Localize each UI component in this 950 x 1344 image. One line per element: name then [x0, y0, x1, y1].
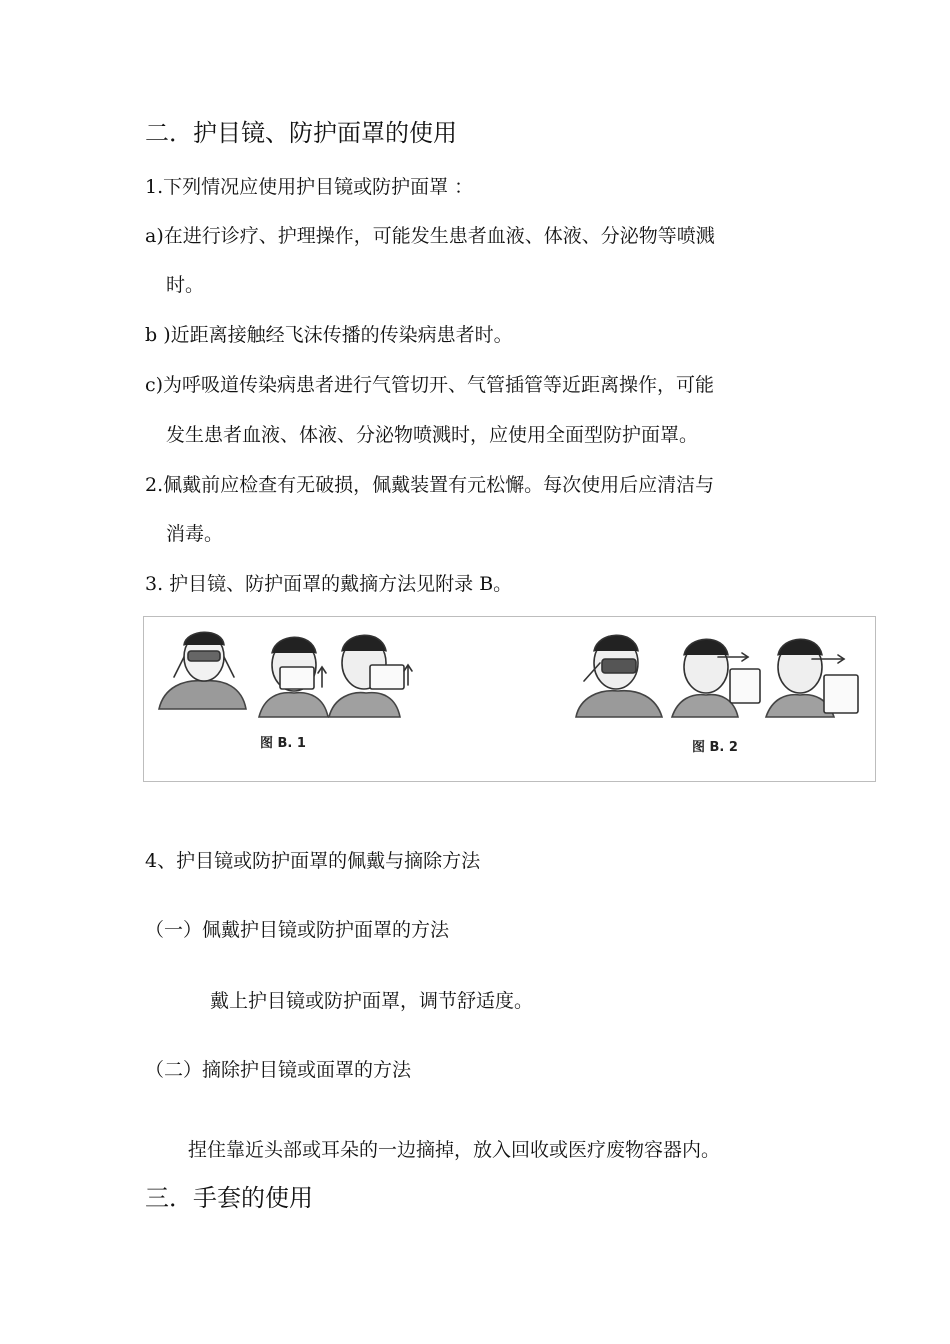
item-1-intro: 1.下列情况应使用护目镜或防护面罩 ： — [145, 176, 474, 198]
b1-person-3 — [329, 635, 412, 717]
subsection-remove-text: 捏住靠近头部或耳朵的一边摘掉，放入回收或医疗废物容器内。 — [188, 1139, 721, 1161]
item-c-line1: c)为呼吸道传染病患者进行气管切开、气管插管等近距离操作，可能 — [145, 374, 715, 396]
caption-figure-b1: 图 B. 1 — [260, 736, 306, 751]
b2-person-3 — [766, 639, 858, 717]
item-a-line2: 时。 — [166, 274, 205, 296]
caption-figure-b2: 图 B. 2 — [692, 740, 738, 755]
item-3: 3. 护目镜、防护面罩的戴摘方法见附录 B。 — [145, 573, 513, 595]
goggles-illustration — [144, 617, 875, 781]
item-2-line1: 2.佩戴前应检查有无破损，佩戴装置有元松懈。每次使用后应清洁与 — [145, 474, 715, 496]
b1-person-1 — [159, 632, 246, 709]
appendix-figure — [143, 616, 876, 782]
section-heading-gloves: 三．手套的使用 — [145, 1184, 313, 1212]
subsection-remove-title: （二）摘除护目镜或面罩的方法 — [145, 1059, 412, 1081]
b2-person-1 — [576, 635, 662, 717]
b1-person-2 — [259, 637, 328, 717]
subsection-wear-text: 戴上护目镜或防护面罩，调节舒适度。 — [210, 990, 534, 1012]
subsection-wear-title: （一）佩戴护目镜或防护面罩的方法 — [145, 919, 450, 941]
b2-person-2 — [672, 639, 760, 717]
item-c-line2: 发生患者血液、体液、分泌物喷溅时，应使用全面型防护面罩。 — [166, 424, 699, 446]
item-b: b )近距离接触经飞沫传播的传染病患者时。 — [145, 324, 513, 346]
item-2-line2: 消毒。 — [166, 523, 224, 545]
item-4-title: 4、护目镜或防护面罩的佩戴与摘除方法 — [145, 850, 481, 872]
section-heading-goggles: 二．护目镜、防护面罩的使用 — [145, 119, 457, 147]
item-a-line1: a)在进行诊疗、护理操作，可能发生患者血液、体液、分泌物等喷溅 — [145, 225, 715, 247]
